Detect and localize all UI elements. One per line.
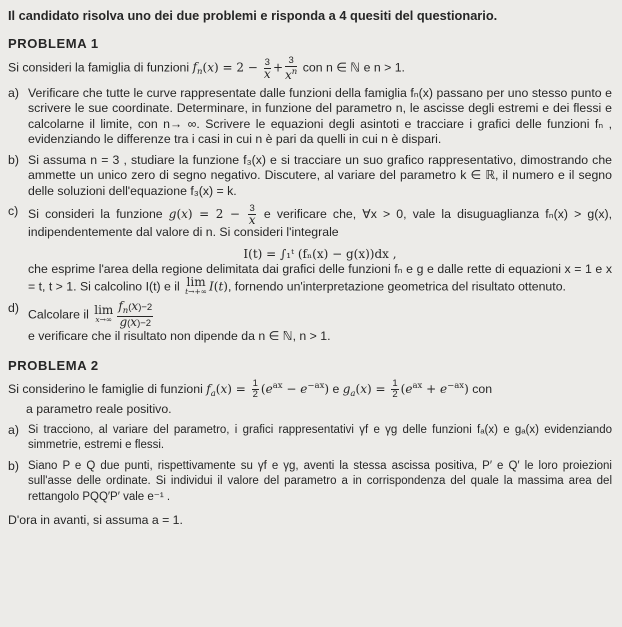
problem2-intro: Si considerino le famiglie di funzioni $f_a(x)$ = $\frac{1}{2}$ $(e^{ax} - e^{-ax})$ e $g_a(x)$ = $\frac{1}{2}$ $(e^{ax} + e^{-ax})$ con a parametro reale positivo.	[8, 378, 493, 417]
problem2-final-note: D'ora in avanti, si assuma a = 1.	[8, 513, 183, 528]
problem1-intro: Si consideri la famiglia di funzioni $f_n(x) = 2$ − $\frac{3}{x}$ + $\frac{3}{x^n}$ con n ∈ ℕ e n > 1.	[8, 55, 405, 82]
problem1-item-b: b) Si assuma n = 3 , studiare la funzione f₃(x) e si tracciare un suo grafico rappresentativo, dimostrando che ammette un unico zero di segno negativo. Discutere, al variare del parametro k ∈ ℝ, il numero e il segno delle soluzioni dell'equazione f₃(x) = k.	[8, 152, 612, 198]
problem1-item-c: c) Si consideri la funzione g(x) = 2 − $\frac{3}{x}$ e verificare che, ∀x > 0, vale la disuguaglianza fₙ(x) > g(x), indipendentemente dal valore di n. Si consideri l'integrale I(t) = ∫₁ᵗ (fₙ(x) − g(x))dx , che esprime l'area della regione delimitata dai grafici delle funzioni fₙ e g e dalle rette di equazioni x = 1 e x = t, t > 1. Si calcolino I(t) e il lim t→+∞ I(t), fornendo un'interpretazione geometrica del risultato ottenuto.	[8, 203, 612, 296]
problem1-item-d: d) Calcolare il lim x→∞ $\frac{f_n(x)-2}{g(x)-2}$ e verificare che il risultato non dipende da n ∈ ℕ, n > 1.	[8, 298, 331, 343]
problem2-item-b: b) Siano P e Q due punti, rispettivamente su γf e γg, aventi la stessa ascissa positiva, P′ e Q′ le loro proiezioni sull'asse delle ordinate. Si individui il valore del parametro a in corrispondenza del quale la massima area del rettangolo PQQ′P′ vale e⁻¹ .	[8, 458, 612, 503]
problem1-title: PROBLEMA 1	[8, 35, 99, 51]
problem2-title: PROBLEMA 2	[8, 358, 99, 374]
page-header: Il candidato risolva uno dei due problemi e risponda a 4 quesiti del questionario.	[8, 8, 498, 23]
problem1-item-a: a) Verificare che tutte le curve rappresentate dalle funzioni della famiglia fₙ(x) passano per uno stesso punto e scrivere le sue coordinate. Determinare, in funzione del parametro n, le ascisse degli estremi e dei flessi e calcolarne il limite, con n→ ∞. Scrivere le equazioni degli asintoti e tracciare i grafici delle funzioni fₙ , evidenziando le differenze tra i casi in cui n è pari da quelli in cui n è dispari.	[8, 85, 612, 147]
integral-formula: I(t) = ∫₁ᵗ (fₙ(x) − g(x))dx ,	[243, 246, 397, 261]
problem2-item-a: a) Si tracciono, al variare del parametro, i grafici rappresentativi γf e γg delle funzioni fₐ(x) e gₐ(x) evidenziando simmetrie, estremi e flessi.	[8, 422, 612, 452]
